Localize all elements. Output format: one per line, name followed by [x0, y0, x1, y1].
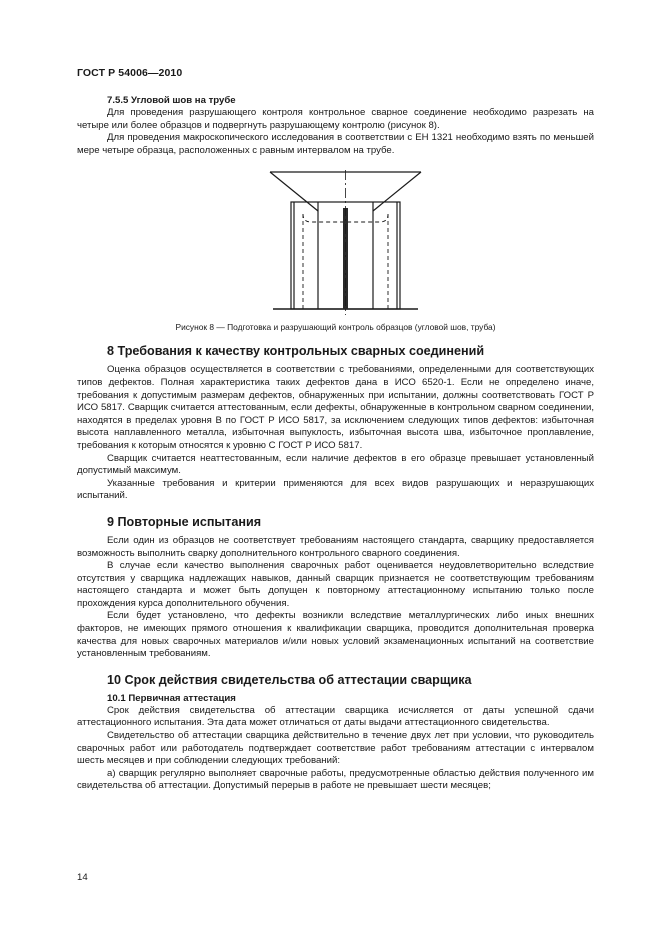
paragraph: В случае если качество выполнения сварочных работ оценивается неудовлетворительно вследствие отсутствия у сварщика надлежащих навыков, данный сварщик признается не соответствующим требованиям настоящего стандарта и может быть допущен к повторному аттестационному испытанию только после прохождения курса дополнительного обучения.: [77, 560, 594, 609]
paragraph: Если один из образцов не соответствует требованиям настоящего стандарта, сварщику предоставляется возможность выполнить сварку дополнительного контрольного сварного соединения.: [77, 534, 594, 559]
list-item: а) сварщик регулярно выполняет сварочные работы, предусмотренные областью действия полученного им свидетельства об аттестации. Допустимый перерыв в работе не превышает шести месяцев;: [77, 767, 594, 792]
paragraph: Сварщик считается неаттестованным, если наличие дефектов в его образце превышает установленный допустимый максимум.: [77, 452, 594, 477]
section-title: 9 Повторные испытания: [107, 514, 262, 529]
clause-title: 10.1 Первичная аттестация: [107, 692, 236, 704]
paragraph: Свидетельство об аттестации сварщика действительно в течение двух лет при условии, что руководитель сварочных работ или работодатель подтверждает соответствие работ требованиям аттестации с интервалом шесть месяцев и при соблюдении следующих требований:: [77, 730, 594, 767]
section-title: 8 Требования к качеству контрольных сварных соединений: [107, 344, 485, 359]
paragraph: Срок действия свидетельства об аттестации сварщика исчисляется от даты успешной сдачи аттестационного испытания. Эта дата может отличаться от даты выдачи аттестационного свидетельства.: [77, 704, 594, 729]
paragraph: Для проведения разрушающего контроля контрольное сварное соединение необходимо разрезать на четыре или более образцов и подвергнуть разрушающему контролю (рисунок 8).: [77, 107, 594, 131]
paragraph: Оценка образцов осуществляется в соответствии с требованиями, определенными для соответствующих типов дефектов. Полная характеристика таких дефектов дана в ИСО 6520-1. Если не определено иначе, требования к допустимым размерам дефектов, обнаруженных при испытании, должны соответствовать ГОСТ Р ИСО 5817. Сварщик считается аттестованным, если дефекты, обнаруженные в контрольном сварном соединении, находятся в пределах уровня В по ГОСТ Р ИСО 5817, за исключением следующих типов дефектов: избыточная высота наплавленного металла, избыточная выпуклость, избыточная высота шва, избыточное проплавление, требования к которым относятся к уровню С ГОСТ Р ИСО 5817.: [77, 364, 594, 451]
pipe-fillet-weld-diagram: [77, 170, 594, 315]
subsection-title: 7.5.5 Угловой шов на трубе: [107, 95, 236, 106]
figure-caption: Рисунок 8 — Подготовка и разрушающий контроль образцов (угловой шов, труба): [175, 322, 496, 333]
page-content: [77, 95, 594, 793]
page-number: 14: [77, 872, 88, 883]
section-title: 10 Срок действия свидетельства об аттестации сварщика: [107, 672, 472, 687]
document-code-header: ГОСТ Р 54006—2010: [77, 67, 183, 79]
figure-8-drawing: [77, 170, 594, 315]
weld-section: [343, 208, 348, 309]
paragraph: Для проведения макроскопического исследования в соответствии с ЕН 1321 необходимо взять по меньшей мере четыре образца, расположенных с равным интервалом на трубе.: [77, 132, 594, 156]
paragraph: Указанные требования и критерии применяются для всех видов разрушающих и неразрушающих испытаний.: [77, 477, 594, 502]
paragraph: Если будет установлено, что дефекты возникли вследствие металлургических либо иных внешних факторов, не имеющих прямого отношения к квалификации сварщика, проводится дополнительная проверка качества для новых сварочных материалов и/или новых условий экзаменационных испытаний на соответствие установленным требованиям.: [77, 610, 594, 660]
